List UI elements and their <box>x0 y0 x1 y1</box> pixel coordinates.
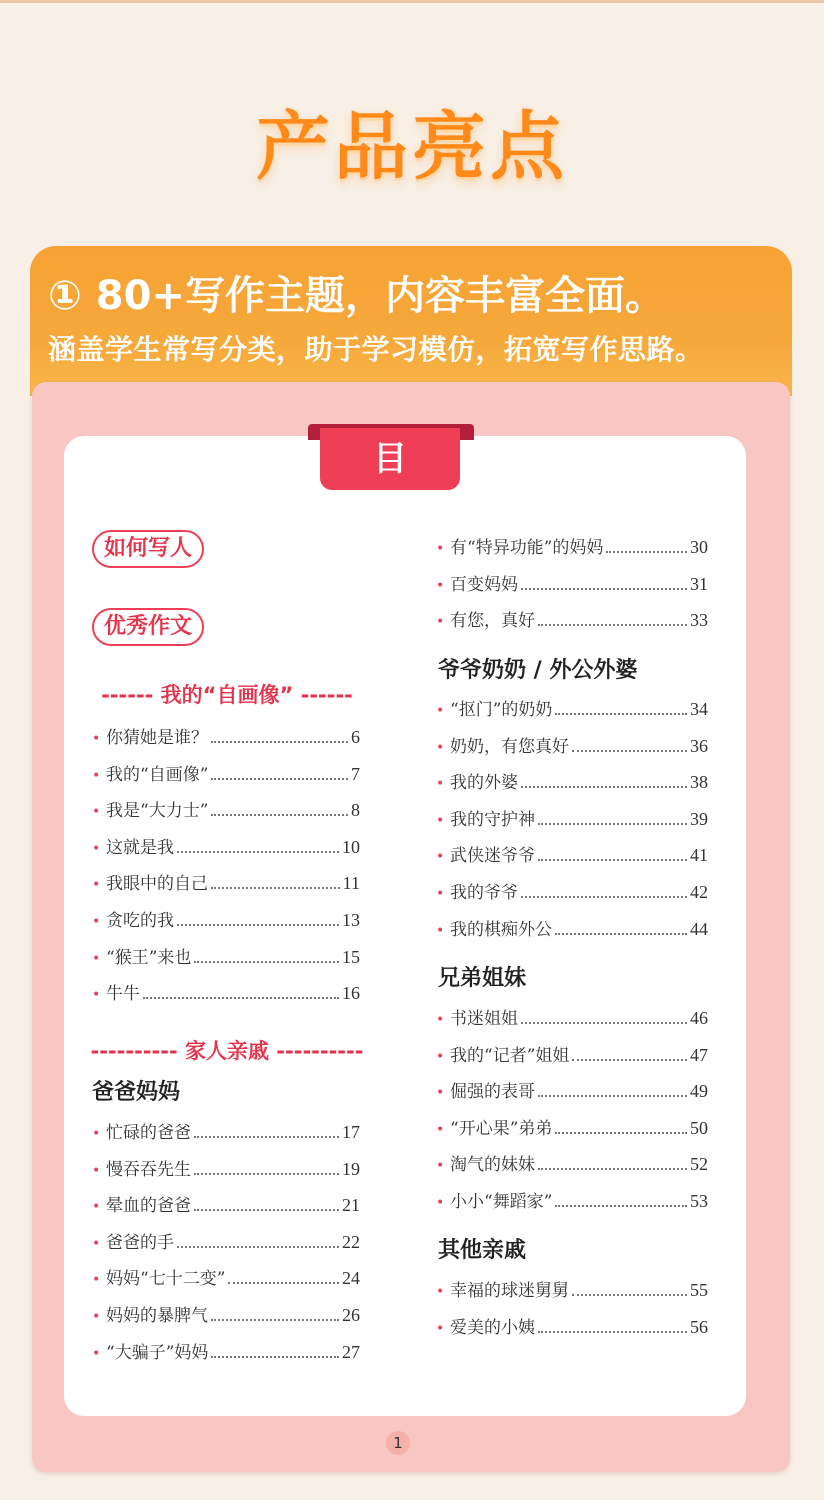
toc-entry-title: 我的“自画像” <box>106 764 209 785</box>
sub-heading-grandparents: 爷爷奶奶 / 外公外婆 <box>438 658 638 683</box>
toc-entry <box>436 806 708 834</box>
toc-entry <box>92 1192 360 1220</box>
dot-leader <box>211 887 340 889</box>
dot-leader <box>555 1205 687 1207</box>
toc-entry-page: 31 <box>690 573 708 594</box>
toc-entry-title: 牛牛 <box>106 984 140 1005</box>
sub-heading-other-relatives: 其他亲戚 <box>438 1238 527 1263</box>
toc-entry <box>92 980 360 1008</box>
toc-entry-page: 38 <box>690 772 708 793</box>
toc-entry <box>436 607 708 635</box>
toc-entry-page: 11 <box>342 873 360 894</box>
toc-entry-title: “开心果”弟弟 <box>450 1118 553 1139</box>
bullet-icon: • <box>436 886 445 902</box>
toc-entry-page: 7 <box>351 763 360 784</box>
dot-leader <box>572 750 687 752</box>
toc-entry <box>436 696 708 724</box>
toc-entry-title: 我是“大力士” <box>106 801 209 822</box>
toc-entry-title: 百变妈妈 <box>450 574 518 595</box>
bullet-icon: • <box>436 1158 445 1175</box>
toc-entry <box>436 1115 708 1143</box>
sub-heading-parents: 爸爸妈妈 <box>92 1080 181 1105</box>
toc-entry-page: 41 <box>690 845 708 866</box>
toc-entry <box>436 916 708 944</box>
bullet-icon: • <box>436 739 445 756</box>
dot-leader <box>538 1168 687 1170</box>
toc-entry <box>92 1265 360 1293</box>
dot-leader <box>194 1173 339 1175</box>
toc-entry-page: 6 <box>351 727 360 747</box>
dot-leader <box>538 823 687 825</box>
dot-leader <box>177 924 339 926</box>
toc-entry <box>92 1229 360 1257</box>
toc-entry-page: 39 <box>690 808 708 829</box>
toc-entry-page: 53 <box>690 1191 708 1211</box>
bullet-icon: • <box>436 1048 445 1065</box>
toc-entry-page: 46 <box>690 1008 708 1028</box>
page-number: 1 <box>386 1431 410 1455</box>
bullet-icon: • <box>92 1199 101 1216</box>
dot-leader <box>177 851 339 853</box>
bullet-icon: • <box>436 614 445 631</box>
dot-leader <box>538 859 687 861</box>
dot-leader <box>606 551 687 553</box>
bullet-icon: • <box>436 541 445 557</box>
toc-entry-page: 52 <box>690 1154 708 1175</box>
dot-leader <box>538 624 687 626</box>
section-pill-how-to-write: 如何写人 <box>92 530 204 568</box>
toc-entry <box>436 733 708 761</box>
dot-leader <box>211 741 348 743</box>
dot-leader <box>143 997 339 999</box>
bullet-icon: • <box>436 1121 445 1138</box>
toc-entry-title: 你猜她是谁？ <box>106 728 208 748</box>
page-title: 产品亮点 <box>256 104 568 190</box>
toc-entry-title: 爱美的小姨 <box>450 1317 535 1338</box>
toc-entry <box>92 761 360 789</box>
toc-entry-title: “大骗子”妈妈 <box>106 1342 209 1363</box>
bullet-icon: • <box>92 1345 101 1362</box>
bullet-icon: • <box>92 840 101 857</box>
bullet-icon: • <box>436 776 445 793</box>
toc-tab-label: 目 录 <box>320 428 460 490</box>
toc-entry-page: 50 <box>690 1117 708 1138</box>
toc-entry-title: 幸福的球迷舅舅 <box>450 1281 569 1301</box>
toc-entry <box>436 842 708 870</box>
bullet-icon: • <box>436 849 445 866</box>
toc-entry-page: 47 <box>690 1044 708 1065</box>
dot-leader <box>572 1059 687 1061</box>
toc-entry-page: 24 <box>342 1268 360 1289</box>
toc-entry-title: 倔强的表哥 <box>450 1082 535 1103</box>
toc-entry-page: 27 <box>342 1341 360 1362</box>
dot-leader <box>194 961 339 963</box>
feature-subline: 涵盖学生常写分类，助于学习模仿，拓宽写作思路。 <box>48 333 704 366</box>
dot-leader <box>228 1282 339 1284</box>
bullet-icon: • <box>436 1012 445 1028</box>
toc-entry-title: 武侠迷爷爷 <box>450 846 535 867</box>
dot-leader <box>538 1331 687 1333</box>
bullet-icon: • <box>92 1162 101 1179</box>
toc-entry <box>436 571 708 599</box>
group-heading-family: ---------- 家人亲戚 ---------- <box>90 1039 364 1063</box>
toc-entry-title: 我的爷爷 <box>450 883 518 903</box>
toc-entry-title: 这就是我 <box>106 837 174 858</box>
toc-entry <box>436 1078 708 1106</box>
bullet-icon: • <box>92 767 101 784</box>
bullet-icon: • <box>436 1284 445 1300</box>
dot-leader <box>211 814 348 816</box>
dot-leader <box>521 588 687 590</box>
toc-entry <box>436 1314 708 1342</box>
toc-entry-title: 我的守护神 <box>450 809 535 830</box>
bullet-icon: • <box>92 950 101 967</box>
toc-entry-page: 13 <box>342 910 360 930</box>
toc-entry-page: 55 <box>690 1280 708 1300</box>
toc-entry-page: 10 <box>342 836 360 857</box>
toc-entry-page: 42 <box>690 882 708 902</box>
toc-entry-title: 奶奶，有您真好 <box>450 736 569 757</box>
dot-leader <box>521 786 687 788</box>
top-border <box>0 0 824 3</box>
toc-entry <box>92 797 360 825</box>
dot-leader <box>194 1209 339 1211</box>
dot-leader <box>177 1246 339 1248</box>
dot-leader <box>538 1095 687 1097</box>
toc-entry <box>92 724 360 752</box>
toc-entry-title: “抠门”的奶奶 <box>450 700 553 720</box>
toc-entry-title: 我的“记者”姐姐 <box>450 1045 570 1066</box>
bullet-icon: • <box>92 804 101 821</box>
dot-leader <box>555 1132 687 1134</box>
toc-entry <box>92 1156 360 1184</box>
toc-entry-page: 16 <box>342 983 360 1004</box>
toc-entry-page: 15 <box>342 946 360 967</box>
bullet-icon: • <box>92 1126 101 1142</box>
bullet-icon: • <box>436 577 445 594</box>
toc-entry-page: 8 <box>351 800 360 821</box>
toc-entry-page: 17 <box>342 1122 360 1142</box>
toc-entry-page: 34 <box>690 699 708 719</box>
bullet-icon: • <box>92 914 101 930</box>
dot-leader <box>211 1356 339 1358</box>
toc-entry-page: 30 <box>690 537 708 557</box>
toc-entry <box>436 1188 708 1216</box>
toc-entry-title: 淘气的妹妹 <box>450 1155 535 1176</box>
dot-leader <box>211 1319 339 1321</box>
toc-entry <box>92 1302 360 1330</box>
toc-entry-page: 21 <box>342 1195 360 1216</box>
dot-leader <box>555 933 687 935</box>
toc-entry-title: 妈妈的暴脾气 <box>106 1306 208 1326</box>
toc-entry-title: 晕血的爸爸 <box>106 1196 191 1217</box>
toc-entry-title: 贪吃的我 <box>106 911 174 931</box>
toc-entry-title: 书迷姐姐 <box>450 1009 518 1029</box>
toc-entry <box>92 944 360 972</box>
bullet-icon: • <box>92 1309 101 1325</box>
bullet-icon: • <box>92 877 101 894</box>
toc-entry-title: 我的外婆 <box>450 773 518 794</box>
toc-entry <box>436 1005 708 1033</box>
toc-entry-page: 22 <box>342 1231 360 1252</box>
dot-leader <box>521 1022 687 1024</box>
bullet-icon: • <box>92 1272 101 1289</box>
dot-leader <box>194 1136 339 1138</box>
toc-entry <box>436 879 708 907</box>
toc-entry-title: 小小“舞蹈家” <box>450 1192 553 1212</box>
toc-entry <box>436 769 708 797</box>
toc-entry-title: 我眼中的自己 <box>106 874 208 895</box>
sub-heading-siblings: 兄弟姐妹 <box>438 966 527 991</box>
group-heading-self-portrait: ------ 我的“自画像” ------ <box>101 683 353 707</box>
toc-entry <box>436 534 708 562</box>
toc-entry <box>436 1151 708 1179</box>
toc-entry <box>92 1339 360 1367</box>
toc-entry-title: 妈妈“七十二变” <box>106 1269 226 1290</box>
toc-entry-page: 49 <box>690 1081 708 1102</box>
bullet-icon: • <box>436 1195 445 1211</box>
feature-headline: ① 80+写作主题，内容丰富全面。 <box>48 273 665 319</box>
bullet-icon: • <box>436 1320 445 1337</box>
toc-entry-title: 有您，真好 <box>450 611 535 632</box>
bullet-icon: • <box>436 812 445 829</box>
toc-entry <box>436 1277 708 1305</box>
toc-entry-title: 忙碌的爸爸 <box>106 1123 191 1143</box>
toc-entry-page: 36 <box>690 735 708 756</box>
bullet-icon: • <box>92 987 101 1004</box>
bullet-icon: • <box>436 922 445 939</box>
toc-entry-title: 有“特异功能”的妈妈 <box>450 538 604 558</box>
bullet-icon: • <box>92 1235 101 1252</box>
toc-entry <box>92 870 360 898</box>
toc-entry-title: “猴王”来也 <box>106 947 192 968</box>
bullet-icon: • <box>436 1085 445 1102</box>
toc-entry-page: 26 <box>342 1305 360 1325</box>
bullet-icon: • <box>92 731 101 747</box>
toc-entry-page: 33 <box>690 610 708 631</box>
dot-leader <box>572 1294 687 1296</box>
toc-entry-page: 44 <box>690 918 708 939</box>
bullet-icon: • <box>436 703 445 719</box>
dot-leader <box>521 896 687 898</box>
toc-entry-page: 56 <box>690 1316 708 1337</box>
section-pill-excellent-essays: 优秀作文 <box>92 608 204 646</box>
toc-entry <box>436 1042 708 1070</box>
toc-entry-page: 19 <box>342 1158 360 1179</box>
toc-entry <box>92 1119 360 1147</box>
dot-leader <box>211 778 348 780</box>
toc-entry-title: 慢吞吞先生 <box>106 1159 191 1180</box>
toc-entry <box>92 907 360 935</box>
dot-leader <box>555 713 687 715</box>
toc-entry <box>92 834 360 862</box>
toc-entry-title: 我的棋痴外公 <box>450 919 552 940</box>
toc-entry-title: 爸爸的手 <box>106 1232 174 1253</box>
